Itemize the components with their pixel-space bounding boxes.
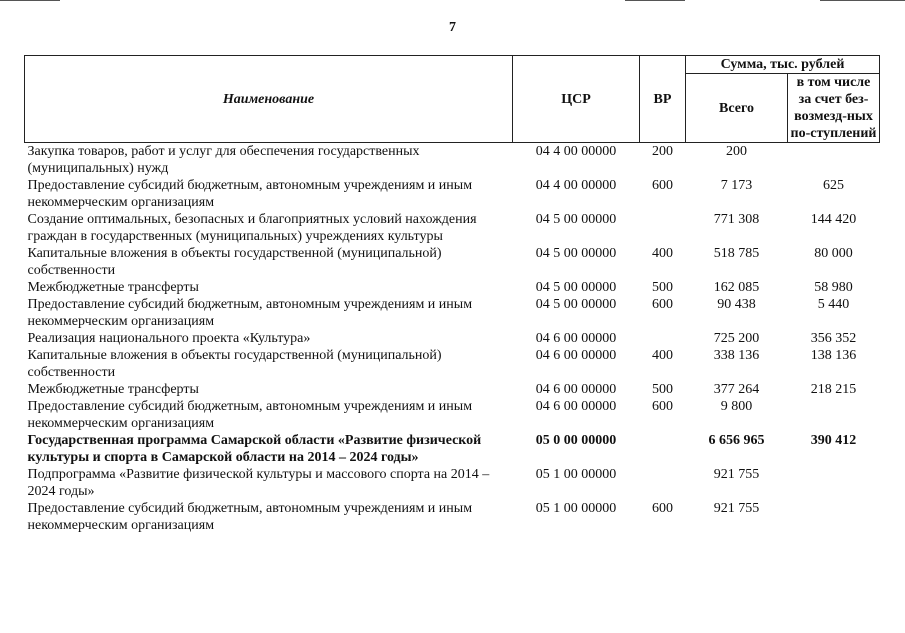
- row-total: 200: [726, 144, 747, 159]
- table-row: [25, 381, 880, 398]
- row-total: 162 085: [713, 280, 760, 295]
- row-free: 390 412: [810, 433, 857, 448]
- scan-artifact: [0, 0, 60, 1]
- row-csr: 04 6 00 00000: [535, 399, 617, 414]
- row-total: 921 755: [713, 467, 760, 482]
- table-row: [25, 245, 880, 279]
- table-header: [25, 56, 880, 143]
- row-name: Государственная программа Самарской области «Развитие физической культуры и спорта в Самарской области на 2014 – 2024 годы»: [27, 433, 482, 465]
- row-vr: 600: [652, 501, 673, 516]
- table-row: [25, 398, 880, 432]
- table-row: [25, 279, 880, 296]
- scan-artifact: [820, 0, 905, 1]
- row-csr: 05 1 00 00000: [535, 467, 617, 482]
- row-csr: 05 0 00 00000: [535, 433, 617, 448]
- row-vr: 500: [652, 280, 673, 295]
- row-csr: 04 5 00 00000: [535, 212, 617, 227]
- row-vr: 400: [652, 246, 673, 261]
- row-total: 518 785: [713, 246, 760, 261]
- row-csr: 05 1 00 00000: [535, 501, 617, 516]
- table-row: [25, 177, 880, 211]
- row-total: 338 136: [713, 348, 760, 363]
- row-name: Реализация национального проекта «Культура»: [27, 331, 311, 346]
- row-vr: 400: [652, 348, 673, 363]
- header-total: Всего: [686, 74, 788, 143]
- row-vr: [640, 432, 686, 466]
- row-free: 218 215: [810, 382, 857, 397]
- header-sum: Сумма, тыс. рублей: [686, 56, 880, 74]
- row-csr: 04 5 00 00000: [535, 297, 617, 312]
- row-total: 90 438: [717, 297, 756, 312]
- row-name: Подпрограмма «Развитие физической культуры и массового спорта на 2014 – 2024 годы»: [27, 467, 490, 499]
- row-name: Капитальные вложения в объекты государственной (муниципальной) собственности: [27, 348, 442, 380]
- row-vr: 600: [652, 297, 673, 312]
- row-free: 58 980: [814, 280, 853, 295]
- row-free: 144 420: [810, 212, 857, 227]
- table-row: [25, 143, 880, 178]
- row-name: Предоставление субсидий бюджетным, автономным учреждениям и иным некоммерческим организациям: [27, 178, 473, 210]
- row-name: Предоставление субсидий бюджетным, автономным учреждениям и иным некоммерческим организациям: [27, 297, 473, 329]
- row-total: 7 173: [720, 178, 753, 193]
- table-row: [25, 211, 880, 245]
- table-row: [25, 432, 880, 466]
- row-free: 5 440: [817, 297, 850, 312]
- row-free: [788, 398, 880, 432]
- row-free: 625: [823, 178, 844, 193]
- row-total: 771 308: [713, 212, 760, 227]
- row-csr: 04 6 00 00000: [535, 382, 617, 397]
- row-total: 377 264: [713, 382, 760, 397]
- row-free: [788, 466, 880, 500]
- row-vr: 500: [652, 382, 673, 397]
- row-name: Капитальные вложения в объекты государственной (муниципальной) собственности: [27, 246, 442, 278]
- row-name: Создание оптимальных, безопасных и благоприятных условий нахождения граждан в государственных (муниципальных) учреждениях культуры: [27, 212, 477, 244]
- budget-table: [24, 55, 880, 534]
- table-row: [25, 296, 880, 330]
- row-total: 921 755: [713, 501, 760, 516]
- row-free: 80 000: [814, 246, 853, 261]
- row-free: 356 352: [810, 331, 857, 346]
- row-total: 9 800: [720, 399, 753, 414]
- page-number: 7: [449, 20, 456, 35]
- row-name: Предоставление субсидий бюджетным, автономным учреждениям и иным некоммерческим организациям: [27, 399, 473, 431]
- row-csr: 04 6 00 00000: [535, 331, 617, 346]
- row-vr: [640, 211, 686, 245]
- header-vr: ВР: [640, 56, 686, 143]
- row-vr: 600: [652, 399, 673, 414]
- row-csr: 04 4 00 00000: [535, 144, 617, 159]
- row-name: Межбюджетные трансферты: [27, 382, 199, 397]
- row-vr: 600: [652, 178, 673, 193]
- row-csr: 04 4 00 00000: [535, 178, 617, 193]
- row-name: Предоставление субсидий бюджетным, автономным учреждениям и иным некоммерческим организациям: [27, 501, 473, 533]
- row-free: [788, 143, 880, 178]
- row-free: [788, 500, 880, 534]
- table-row: [25, 347, 880, 381]
- table-row: [25, 466, 880, 500]
- row-csr: 04 6 00 00000: [535, 348, 617, 363]
- row-vr: [640, 466, 686, 500]
- table-row: [25, 500, 880, 534]
- row-total: 6 656 965: [708, 433, 765, 448]
- row-csr: 04 5 00 00000: [535, 246, 617, 261]
- header-csr: ЦСР: [513, 56, 640, 143]
- row-total: 725 200: [713, 331, 760, 346]
- header-free: в том числе за счет без-возмезд-ных по-ступлений: [788, 74, 880, 143]
- table-row: [25, 330, 880, 347]
- scan-artifact: [625, 0, 685, 1]
- row-csr: 04 5 00 00000: [535, 280, 617, 295]
- row-vr: [640, 330, 686, 347]
- row-name: Межбюджетные трансферты: [27, 280, 199, 295]
- header-name: Наименование: [25, 56, 513, 143]
- row-vr: 200: [652, 144, 673, 159]
- row-name: Закупка товаров, работ и услуг для обеспечения государственных (муниципальных) нужд: [27, 144, 420, 176]
- table-body: [25, 143, 880, 535]
- row-free: 138 136: [810, 348, 857, 363]
